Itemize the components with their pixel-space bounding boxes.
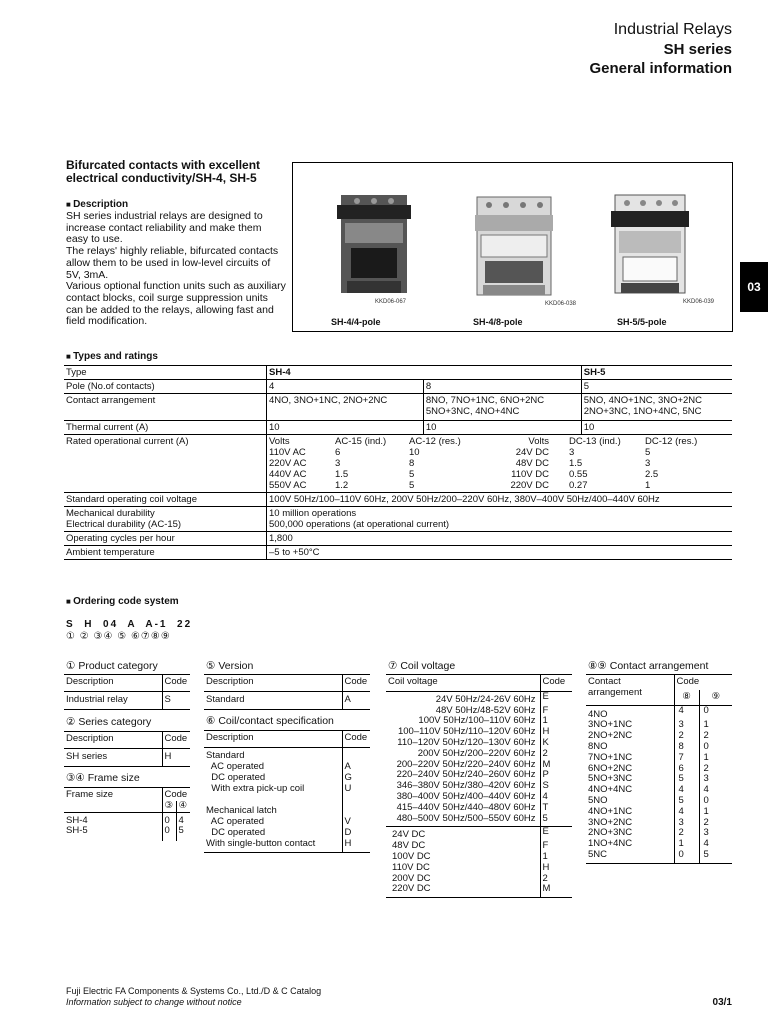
coil-contact-spec-table xyxy=(204,730,370,853)
table-cell: 1NO+4NC xyxy=(588,838,633,850)
header-series: SH series xyxy=(663,41,732,58)
table-cell: 100V DC xyxy=(392,850,431,862)
version-table xyxy=(204,674,370,710)
table-cell: DC operated xyxy=(206,826,266,838)
relay-sh5-5pole-image xyxy=(609,193,691,295)
table-cell: V xyxy=(342,817,370,828)
table-cell: 3NO+1NC xyxy=(588,719,633,731)
table-row xyxy=(386,803,572,814)
table-row xyxy=(64,394,732,421)
table-cell: 480–500V 50Hz/500–550V 60Hz xyxy=(386,814,540,827)
table-cell: AC operated xyxy=(206,760,265,772)
table-row xyxy=(586,753,732,764)
table-cell: 100V 50Hz/100–110V 60Hz xyxy=(418,715,536,727)
table-cell: 5 xyxy=(540,814,572,827)
table-cell: U xyxy=(342,784,370,795)
table-cell: SH-5 xyxy=(581,366,732,380)
table-row xyxy=(586,785,732,796)
table-cell: Standard xyxy=(206,749,245,761)
table-row xyxy=(586,705,732,720)
table-cell: 3 xyxy=(674,818,699,829)
table-cell: A xyxy=(342,762,370,773)
table-cell: 8NO xyxy=(588,740,608,752)
header-title: Industrial Relays xyxy=(613,21,732,38)
table-cell: H xyxy=(540,863,572,874)
col-header: Code xyxy=(674,675,732,690)
rated-volts: 110V AC xyxy=(269,447,306,458)
ordering-code: S H 04 A A-1 22 xyxy=(66,619,193,630)
rated-ac-row xyxy=(269,458,479,469)
table-row xyxy=(386,884,572,897)
rated-value: 1.5 xyxy=(335,469,349,480)
ordering-code-positions: ① ② ③④ ⑤ ⑥⑦⑧⑨ xyxy=(66,631,171,642)
table-row xyxy=(586,839,732,850)
rated-head: Volts xyxy=(528,436,549,447)
table-cell: M xyxy=(540,760,572,771)
photo-caption: SH-5/5-pole xyxy=(617,317,667,327)
table-cell: 8 xyxy=(674,742,699,753)
coil-voltage-table xyxy=(386,674,572,898)
table-cell: K xyxy=(540,738,572,749)
table-row xyxy=(64,532,732,546)
section-tab[interactable]: 03 xyxy=(740,262,768,312)
table-cell: S xyxy=(540,781,572,792)
table-cell: 4 xyxy=(267,380,424,394)
types-ratings-table xyxy=(64,365,732,560)
table-cell: Operating cycles per hour xyxy=(64,532,267,546)
table-cell: 110V DC xyxy=(392,861,430,873)
table-cell: 220–240V 50Hz/240–260V 60Hz xyxy=(396,769,536,781)
table-row xyxy=(204,691,370,709)
table-cell: 4NO+1NC xyxy=(588,805,633,817)
table-row xyxy=(386,691,572,705)
table-row xyxy=(586,807,732,818)
table-cell: 1,800 xyxy=(267,532,733,546)
table-cell: Ambient temperature xyxy=(64,546,267,560)
photo-caption: SH-4/4-pole xyxy=(331,317,381,327)
table-cell: 48V 50Hz/48-52V 60Hz xyxy=(435,704,536,716)
table-cell: E xyxy=(540,691,572,705)
table-cell: 5 xyxy=(674,796,699,807)
table-cell: SH-5 xyxy=(66,825,88,837)
rated-value: 3 xyxy=(645,458,651,469)
table-cell: 5NO+3NC xyxy=(588,773,633,785)
table-cell: 6 xyxy=(674,764,699,775)
table-cell: 0 xyxy=(699,796,732,807)
table-cell: 0 xyxy=(699,742,732,753)
rated-value: 6 xyxy=(335,447,341,458)
ordering-heading: ■ Ordering code system xyxy=(66,596,179,607)
table-cell: 4 xyxy=(699,839,732,850)
rated-value: 5 xyxy=(645,447,651,458)
rated-head: DC-13 (ind.) xyxy=(569,436,621,447)
table-cell: 1 xyxy=(540,716,572,727)
table-cell: 3 xyxy=(674,720,699,731)
relay-sh4-8pole-image xyxy=(473,195,555,297)
table-cell: 24V 50Hz/24-26V 60Hz xyxy=(435,693,536,705)
rated-volts: 24V DC xyxy=(515,447,549,458)
table-row xyxy=(64,421,732,435)
table-cell: S xyxy=(162,691,190,709)
col-header: Description xyxy=(64,732,162,749)
contact-arrangement-title: ⑧⑨ Contact arrangement xyxy=(588,660,709,672)
table-cell: H xyxy=(162,748,190,766)
col-header: Code xyxy=(540,675,572,692)
table-cell: Mechanical durability Electrical durability (AC-15) xyxy=(64,507,267,532)
table-row xyxy=(64,748,190,766)
table-row xyxy=(586,850,732,863)
header-subtitle: General information xyxy=(589,60,732,77)
table-cell: 3 xyxy=(699,828,732,839)
table-cell: 5 xyxy=(699,850,732,863)
table-cell xyxy=(342,747,370,762)
table-cell: 100–110V 50Hz/110–120V 60Hz xyxy=(397,726,536,738)
table-cell: 0 xyxy=(162,812,176,826)
frame-size-table xyxy=(64,787,190,841)
frame-size-title: ③④ Frame size xyxy=(66,772,140,784)
rated-value: 2.5 xyxy=(645,469,659,480)
col-header: Code xyxy=(162,675,190,692)
table-cell: 380–400V 50Hz/400–440V 60Hz xyxy=(396,790,536,802)
table-cell: 4 xyxy=(176,812,190,826)
page-number: 03/1 xyxy=(712,997,732,1008)
table-cell: 10 xyxy=(581,421,732,435)
table-cell: 2 xyxy=(540,874,572,885)
table-row xyxy=(64,380,732,394)
table-cell: 10 xyxy=(423,421,581,435)
table-cell: With single-button contact xyxy=(204,839,342,853)
table-cell: With extra pick-up coil xyxy=(206,782,305,794)
table-cell: 1 xyxy=(674,839,699,850)
table-cell: 4 xyxy=(674,705,699,720)
rated-dc-block xyxy=(479,436,729,491)
table-cell: 1 xyxy=(699,720,732,731)
coil-voltage-title: ⑦ Coil voltage xyxy=(388,660,456,672)
product-category-title: ① Product category xyxy=(66,660,158,672)
table-cell: SH-4 xyxy=(66,814,88,826)
table-row xyxy=(386,863,572,874)
description-heading: ■ Description xyxy=(66,199,128,210)
table-cell: Standard operating coil voltage xyxy=(64,493,267,507)
table-cell: 0 xyxy=(699,705,732,720)
page-header xyxy=(589,20,732,79)
table-cell: Thermal current (A) xyxy=(64,421,267,435)
rated-current-cell xyxy=(267,435,733,493)
rated-value: 10 xyxy=(409,447,420,458)
table-cell: 3NO+2NC xyxy=(588,816,633,828)
table-row xyxy=(64,826,190,841)
table-cell: Standard xyxy=(204,691,342,709)
table-cell: 110–120V 50Hz/120–130V 60Hz xyxy=(397,736,536,748)
col-header: Description xyxy=(204,731,342,748)
table-cell: –5 to +50°C xyxy=(267,546,733,560)
table-row xyxy=(64,507,732,532)
table-cell: 2 xyxy=(699,818,732,829)
table-cell: 2NO+3NC xyxy=(588,827,633,839)
rated-value: 0.55 xyxy=(569,469,588,480)
col-header: Code xyxy=(162,732,190,749)
product-category-table xyxy=(64,674,190,710)
table-cell: 1 xyxy=(540,852,572,863)
version-title: ⑤ Version xyxy=(206,660,254,672)
rated-value: 5 xyxy=(409,469,415,480)
table-cell: M xyxy=(540,884,572,897)
product-photos xyxy=(292,162,733,332)
rated-dc-row xyxy=(489,447,729,458)
photo-code: KKD06-039 xyxy=(683,299,715,305)
footer-company: Fuji Electric FA Components & Systems Co., Ltd./D & C Catalog xyxy=(66,986,322,996)
rated-value: 5 xyxy=(409,480,415,491)
photo-caption: SH-4/8-pole xyxy=(473,317,523,327)
col-header: Code xyxy=(162,788,190,801)
intro-title: Bifurcated contacts with excellent electrical conductivity/SH-4, SH-5 xyxy=(66,158,261,185)
table-cell: 4 xyxy=(699,785,732,796)
contact-arrangement-table xyxy=(586,674,732,864)
table-cell: 4NO xyxy=(588,708,608,720)
table-cell: SH-4 xyxy=(267,366,582,380)
table-cell: Industrial relay xyxy=(64,691,162,709)
rated-volts: 220V DC xyxy=(510,480,549,491)
table-cell: 24V DC xyxy=(392,829,426,841)
col-header: Code xyxy=(342,731,370,748)
coil-contact-spec-title: ⑥ Coil/contact specification xyxy=(206,715,334,727)
table-cell: Pole (No.of contacts) xyxy=(64,380,267,394)
table-cell: 2NO+2NC xyxy=(588,730,633,742)
table-cell: SH series xyxy=(64,748,162,766)
table-cell: 5 xyxy=(176,826,190,841)
relay-sh4-4pole-image xyxy=(333,193,415,295)
table-cell: 8NO, 7NO+1NC, 6NO+2NC 5NO+3NC, 4NO+4NC xyxy=(423,394,581,421)
rated-value: 8 xyxy=(409,458,415,469)
table-cell: 4 xyxy=(674,785,699,796)
table-cell: 10 million operations 500,000 operations (at operational current) xyxy=(267,507,733,532)
rated-ac-block xyxy=(269,436,479,491)
col-subheader: ⑧ xyxy=(674,690,699,705)
rated-dc-row xyxy=(489,480,729,491)
col-subheader: ③ xyxy=(162,801,176,812)
table-cell: 4 xyxy=(540,792,572,803)
table-row xyxy=(64,546,732,560)
table-cell xyxy=(342,795,370,806)
table-cell: F xyxy=(540,706,572,717)
col-header: Frame size xyxy=(66,789,113,800)
photo-code: KKD06-038 xyxy=(545,301,577,307)
rated-volts: 550V AC xyxy=(269,480,307,491)
table-cell: 200–220V 50Hz/220–240V 60Hz xyxy=(396,758,536,770)
table-cell: AC operated xyxy=(206,815,265,827)
rated-head: AC-12 (res.) xyxy=(409,436,461,447)
rated-value: 1.2 xyxy=(335,480,349,491)
table-cell: 5NC xyxy=(586,850,674,863)
table-cell: 2 xyxy=(674,731,699,742)
table-cell: 2 xyxy=(699,731,732,742)
table-row xyxy=(204,747,370,762)
types-heading: ■ Types and ratings xyxy=(66,351,158,362)
table-row xyxy=(386,814,572,827)
table-cell: 5NO, 4NO+1NC, 3NO+2NC 2NO+3NC, 1NO+4NC, 5NC xyxy=(581,394,732,421)
table-cell: 4 xyxy=(674,807,699,818)
rated-volts: 110V DC xyxy=(511,469,549,480)
table-cell: 2 xyxy=(699,764,732,775)
table-cell: 200V 50Hz/200–220V 60Hz xyxy=(417,747,536,759)
rated-head: DC-12 (res.) xyxy=(645,436,698,447)
table-cell: 2 xyxy=(674,828,699,839)
rated-ac-row xyxy=(269,469,479,480)
table-cell: 0 xyxy=(162,826,176,841)
table-cell: 2 xyxy=(540,749,572,760)
col-header: Description xyxy=(204,675,342,692)
table-cell: 48V DC xyxy=(392,840,426,852)
table-cell: 1 xyxy=(699,807,732,818)
table-cell: 4NO, 3NO+1NC, 2NO+2NC xyxy=(267,394,424,421)
rated-volts: 220V AC xyxy=(269,458,307,469)
table-row xyxy=(204,784,370,795)
table-cell: Contact arrangement xyxy=(64,394,267,421)
col-header: Contact arrangement xyxy=(588,676,642,698)
rated-dc-row xyxy=(489,469,729,480)
table-cell: 415–440V 50Hz/440–480V 60Hz xyxy=(396,801,536,813)
table-row xyxy=(386,827,572,841)
rated-value: 3 xyxy=(335,458,341,469)
col-header: Code xyxy=(342,675,370,692)
table-cell: G xyxy=(342,773,370,784)
table-cell: 100V 50Hz/100–110V 60Hz, 200V 50Hz/200–220V 60Hz, 380V–400V 50Hz/400–440V 60Hz xyxy=(267,493,733,507)
rated-ac-row xyxy=(269,447,479,458)
rated-dc-row xyxy=(489,458,729,469)
table-cell: 7 xyxy=(674,753,699,764)
table-row xyxy=(64,493,732,507)
table-cell: A xyxy=(342,691,370,709)
table-cell: DC operated xyxy=(206,771,266,783)
table-cell: D xyxy=(342,828,370,839)
table-cell: F xyxy=(540,841,572,852)
series-category-table xyxy=(64,731,190,767)
table-cell: 346–380V 50Hz/380–420V 60Hz xyxy=(396,780,536,792)
table-cell: 6NO+2NC xyxy=(588,762,633,774)
table-cell: 4NO+4NC xyxy=(588,784,633,796)
table-cell: T xyxy=(540,803,572,814)
col-subheader: ⑨ xyxy=(699,690,732,705)
rated-value: 1.5 xyxy=(569,458,583,469)
rated-value: 0.27 xyxy=(569,480,588,491)
rated-value: 3 xyxy=(569,447,575,458)
rated-volts: 440V AC xyxy=(269,469,307,480)
table-cell: E xyxy=(540,827,572,841)
table-row xyxy=(204,839,370,853)
rated-head: Volts xyxy=(269,436,290,447)
table-cell: 5 xyxy=(674,774,699,785)
table-row xyxy=(64,691,190,709)
col-subheader: ④ xyxy=(176,801,190,812)
table-cell: Type xyxy=(64,366,267,380)
table-row xyxy=(586,731,732,742)
table-cell: 220V DC xyxy=(386,884,540,897)
description-body: SH series industrial relays are designed to increase contact reliability and make them easy to use. The relays' highly reliable, bifurcated contacts allow them to be used in low-level circuits of 5V, 3mA. Various optional function units such as auxiliary contact blocks, coil surge suppression units can be added to the relays, allowing fast and field modification. xyxy=(66,210,286,328)
table-cell: 200V DC xyxy=(392,872,431,884)
footer-note: Information subject to change without notice xyxy=(66,997,242,1007)
table-cell: 10 xyxy=(267,421,424,435)
table-row xyxy=(64,812,190,826)
table-cell: 1 xyxy=(699,753,732,764)
col-header: Coil voltage xyxy=(386,675,540,692)
table-cell: H xyxy=(540,727,572,738)
table-cell: H xyxy=(342,839,370,853)
rated-head: AC-15 (ind.) xyxy=(335,436,387,447)
photo-code: KKD06-067 xyxy=(375,299,407,305)
table-row xyxy=(64,435,732,493)
rated-ac-row xyxy=(269,480,479,491)
rated-value: 1 xyxy=(645,480,651,491)
table-cell: Rated operational current (A) xyxy=(64,435,267,493)
table-cell: Mechanical latch xyxy=(206,804,277,816)
table-row xyxy=(64,366,732,380)
table-cell: 5NO xyxy=(588,794,608,806)
table-cell: 0 xyxy=(674,850,699,863)
rated-volts: 48V DC xyxy=(515,458,549,469)
table-cell: 5 xyxy=(581,380,732,394)
table-cell: P xyxy=(540,770,572,781)
table-cell: 7NO+1NC xyxy=(588,751,633,763)
series-category-title: ② Series category xyxy=(66,716,152,728)
col-header: Description xyxy=(64,675,162,692)
table-cell: 3 xyxy=(699,774,732,785)
table-row xyxy=(386,749,572,760)
table-cell: 8 xyxy=(423,380,581,394)
